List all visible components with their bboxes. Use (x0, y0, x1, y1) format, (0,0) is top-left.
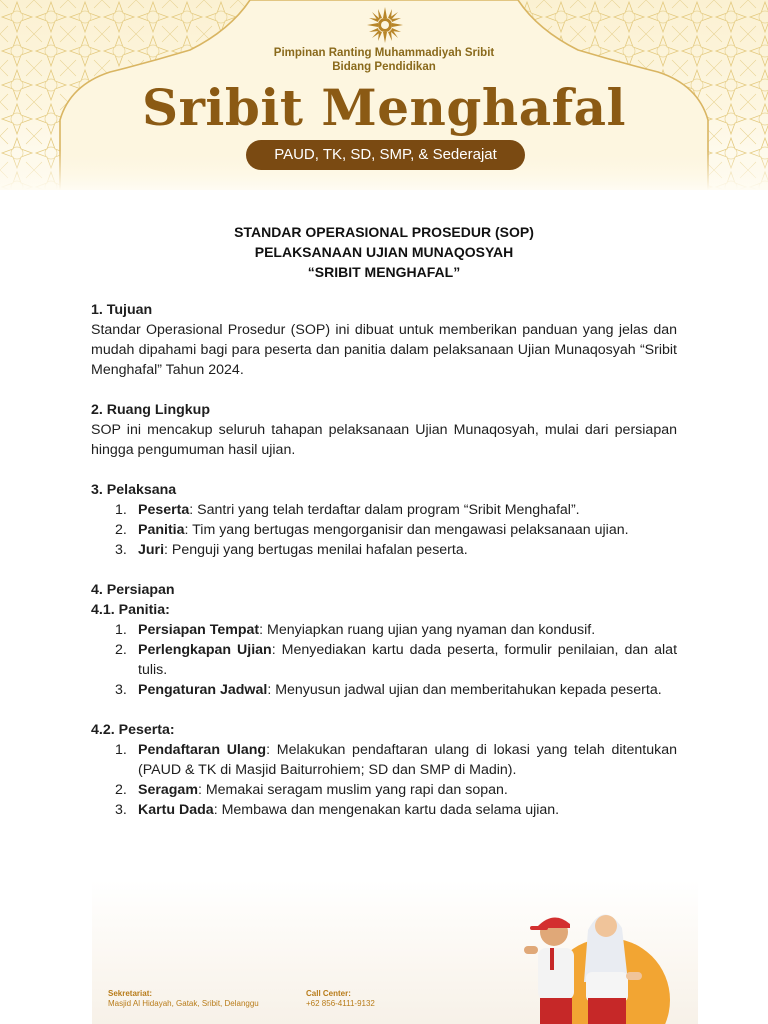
subsection-heading-panitia: 4.1. Panitia: (91, 602, 170, 618)
list-term: Persiapan Tempat (138, 622, 260, 638)
list-number: 1. (115, 742, 127, 758)
list-number: 1. (115, 622, 127, 638)
list-term: Perlengkapan Ujian (138, 642, 272, 658)
section-heading-ruang-lingkup: 2. Ruang Lingkup (91, 402, 211, 418)
list-item (91, 740, 677, 780)
education-levels-badge: PAUD, TK, SD, SMP, & Sederajat (246, 140, 525, 170)
call-center-number: +62 856-4111-9132 (306, 999, 375, 1008)
list-item (91, 640, 677, 680)
list-description: : Menyusun jadwal ujian dan memberitahukan kepada peserta. (267, 682, 662, 698)
document-title (0, 222, 768, 282)
list-term: Panitia (138, 522, 185, 538)
organization-division: Bidang Pendidikan (332, 61, 436, 73)
list-item (91, 500, 677, 520)
document-body (91, 300, 677, 820)
list-description: : Memakai seragam muslim yang rapi dan sopan. (197, 782, 508, 798)
list-description: : Menyediakan kartu dada peserta, formulir penilaian, dan alat tulis. (138, 642, 678, 678)
section-heading-tujuan: 1. Tujuan (91, 302, 153, 318)
list-term: Kartu Dada (138, 802, 214, 818)
sun-emblem-icon (366, 6, 404, 44)
document-title-line: STANDAR OPERASIONAL PROSEDUR (SOP) (234, 224, 534, 240)
section-text-tujuan: Standar Operasional Prosedur (SOP) ini dibuat untuk memberikan panduan yang jelas dan mudah dipahami bagi para peserta dan panitia dalam pelaksanaan Ujian Munaqosyah “Sribit Menghafal” Tahun 2024. (91, 322, 677, 378)
list-term: Juri (138, 542, 165, 558)
header-banner (0, 0, 768, 190)
list-number: 2. (115, 782, 127, 798)
list-term: Pendaftaran Ulang (138, 742, 267, 758)
list-number: 3. (115, 682, 127, 698)
document-title-line: “SRIBIT MENGHAFAL” (307, 264, 461, 280)
list-description: : Penguji yang bertugas menilai hafalan peserta. (164, 542, 468, 558)
secretariat-label: Sekretariat: (108, 989, 153, 998)
list-number: 2. (115, 642, 127, 658)
document-title-line: PELAKSANAAN UJIAN MUNAQOSYAH (254, 244, 514, 260)
list-description: : Membawa dan mengenakan kartu dada selama ujian. (213, 802, 560, 818)
subsection-heading-peserta: 4.2. Peserta: (91, 722, 175, 738)
list-description: : Melakukan pendaftaran ulang di lokasi yang telah ditentukan (PAUD & TK di Masjid Baiturrohiem; SD dan SMP di Madin). (138, 742, 677, 778)
list-term: Pengaturan Jadwal (138, 682, 268, 698)
students-illustration (500, 890, 680, 1024)
list-item (91, 780, 677, 800)
boy-student-figure (524, 917, 574, 1024)
secretariat-address: Masjid Al Hidayah, Gatak, Sribit, Delanggu (108, 999, 259, 1008)
section-text-ruang-lingkup: SOP ini mencakup seluruh tahapan pelaksanaan Ujian Munaqosyah, mulai dari persiapan hingga pengumuman hasil ujian. (91, 422, 677, 458)
list-description: : Santri yang telah terdaftar dalam program “Sribit Menghafal”. (189, 502, 580, 518)
list-item (91, 680, 677, 700)
list-number: 1. (115, 502, 127, 518)
list-number: 3. (115, 802, 127, 818)
section-heading-persiapan: 4. Persiapan (91, 582, 175, 598)
section-heading-pelaksana: 3. Pelaksana (91, 482, 177, 498)
list-number: 2. (115, 522, 127, 538)
list-item (91, 540, 677, 560)
list-description: : Tim yang bertugas mengorganisir dan mengawasi pelaksanaan ujian. (184, 522, 629, 538)
list-item (91, 620, 677, 640)
list-number: 3. (115, 542, 127, 558)
list-description: : Menyiapkan ruang ujian yang nyaman dan kondusif. (259, 622, 596, 638)
program-title: Sribit Menghafal (141, 78, 627, 137)
organization-name: Pimpinan Ranting Muhammadiyah Sribit (273, 47, 495, 59)
list-term: Seragam (138, 782, 198, 798)
call-center-label: Call Center: (306, 989, 351, 998)
list-item (91, 520, 677, 540)
list-term: Peserta (138, 502, 190, 518)
list-item (91, 800, 677, 820)
